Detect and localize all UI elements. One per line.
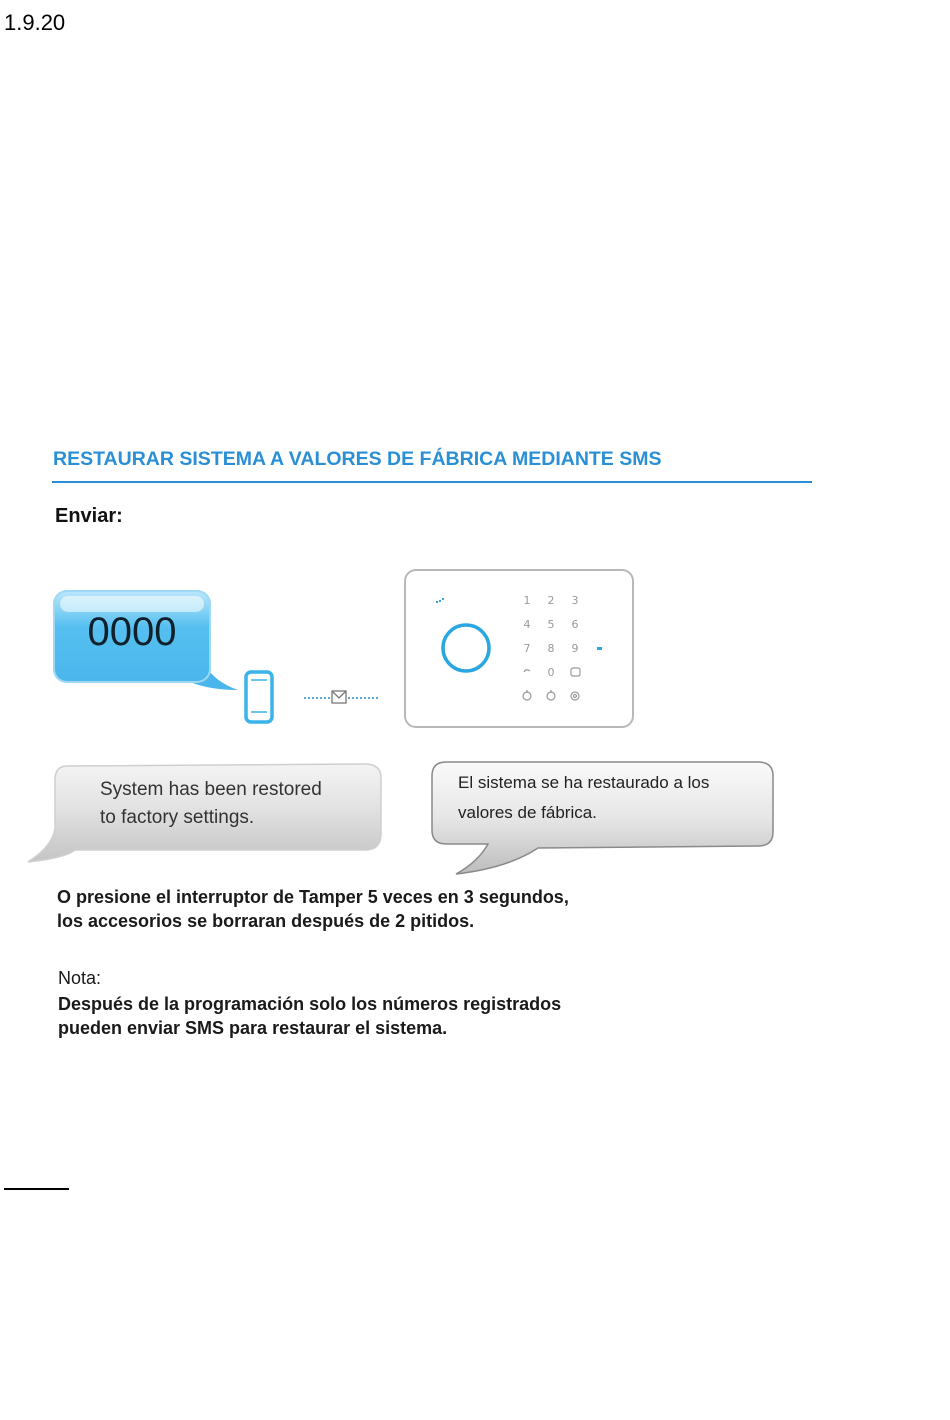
panel-key-8: 8	[547, 642, 555, 655]
panel-key-6: 6	[571, 618, 579, 631]
panel-key-5: 5	[547, 618, 555, 631]
section-heading: RESTAURAR SISTEMA A VALORES DE FÁBRICA MEDIANTE SMS	[53, 448, 662, 470]
sms-transmission-icon	[302, 688, 382, 708]
footnote-separator	[4, 1188, 69, 1190]
note-text: Después de la programación solo los números registrados pueden enviar SMS para restaurar el sistema.	[58, 994, 562, 1038]
panel-key-0: 0	[547, 666, 555, 679]
panel-key-1: 1	[523, 594, 531, 607]
phone-key-icon	[524, 670, 530, 672]
signal-icon	[436, 599, 444, 602]
panel-key-2: 2	[547, 594, 555, 607]
disarm-key-icon	[571, 692, 579, 700]
note-label: Nota:	[58, 968, 102, 988]
sos-key-icon	[571, 668, 580, 676]
panel-key-3: 3	[571, 594, 579, 607]
section-number: 1.9.20	[4, 10, 66, 35]
home-arm-key-icon	[547, 692, 555, 700]
heading-underline	[52, 481, 812, 483]
alarm-panel-graphic	[404, 569, 634, 728]
indicator-light-icon	[597, 647, 602, 650]
reply-spanish-text: El sistema se ha restaurado a los valores de fábrica.	[458, 773, 710, 822]
panel-key-9: 9	[571, 642, 579, 655]
sms-code-value: 0000	[87, 610, 177, 654]
arm-key-icon	[523, 692, 531, 700]
panel-key-4: 4	[523, 618, 531, 631]
status-ring-icon	[443, 625, 489, 671]
send-label: Enviar:	[55, 505, 123, 527]
tamper-instruction: O presione el interruptor de Tamper 5 veces en 3 segundos, los accesorios se borraran después de 2 pitidos.	[57, 887, 569, 931]
smartphone-icon	[244, 670, 276, 726]
panel-key-7: 7	[523, 642, 531, 655]
reply-english-text: System has been restored to factory settings.	[100, 779, 322, 828]
